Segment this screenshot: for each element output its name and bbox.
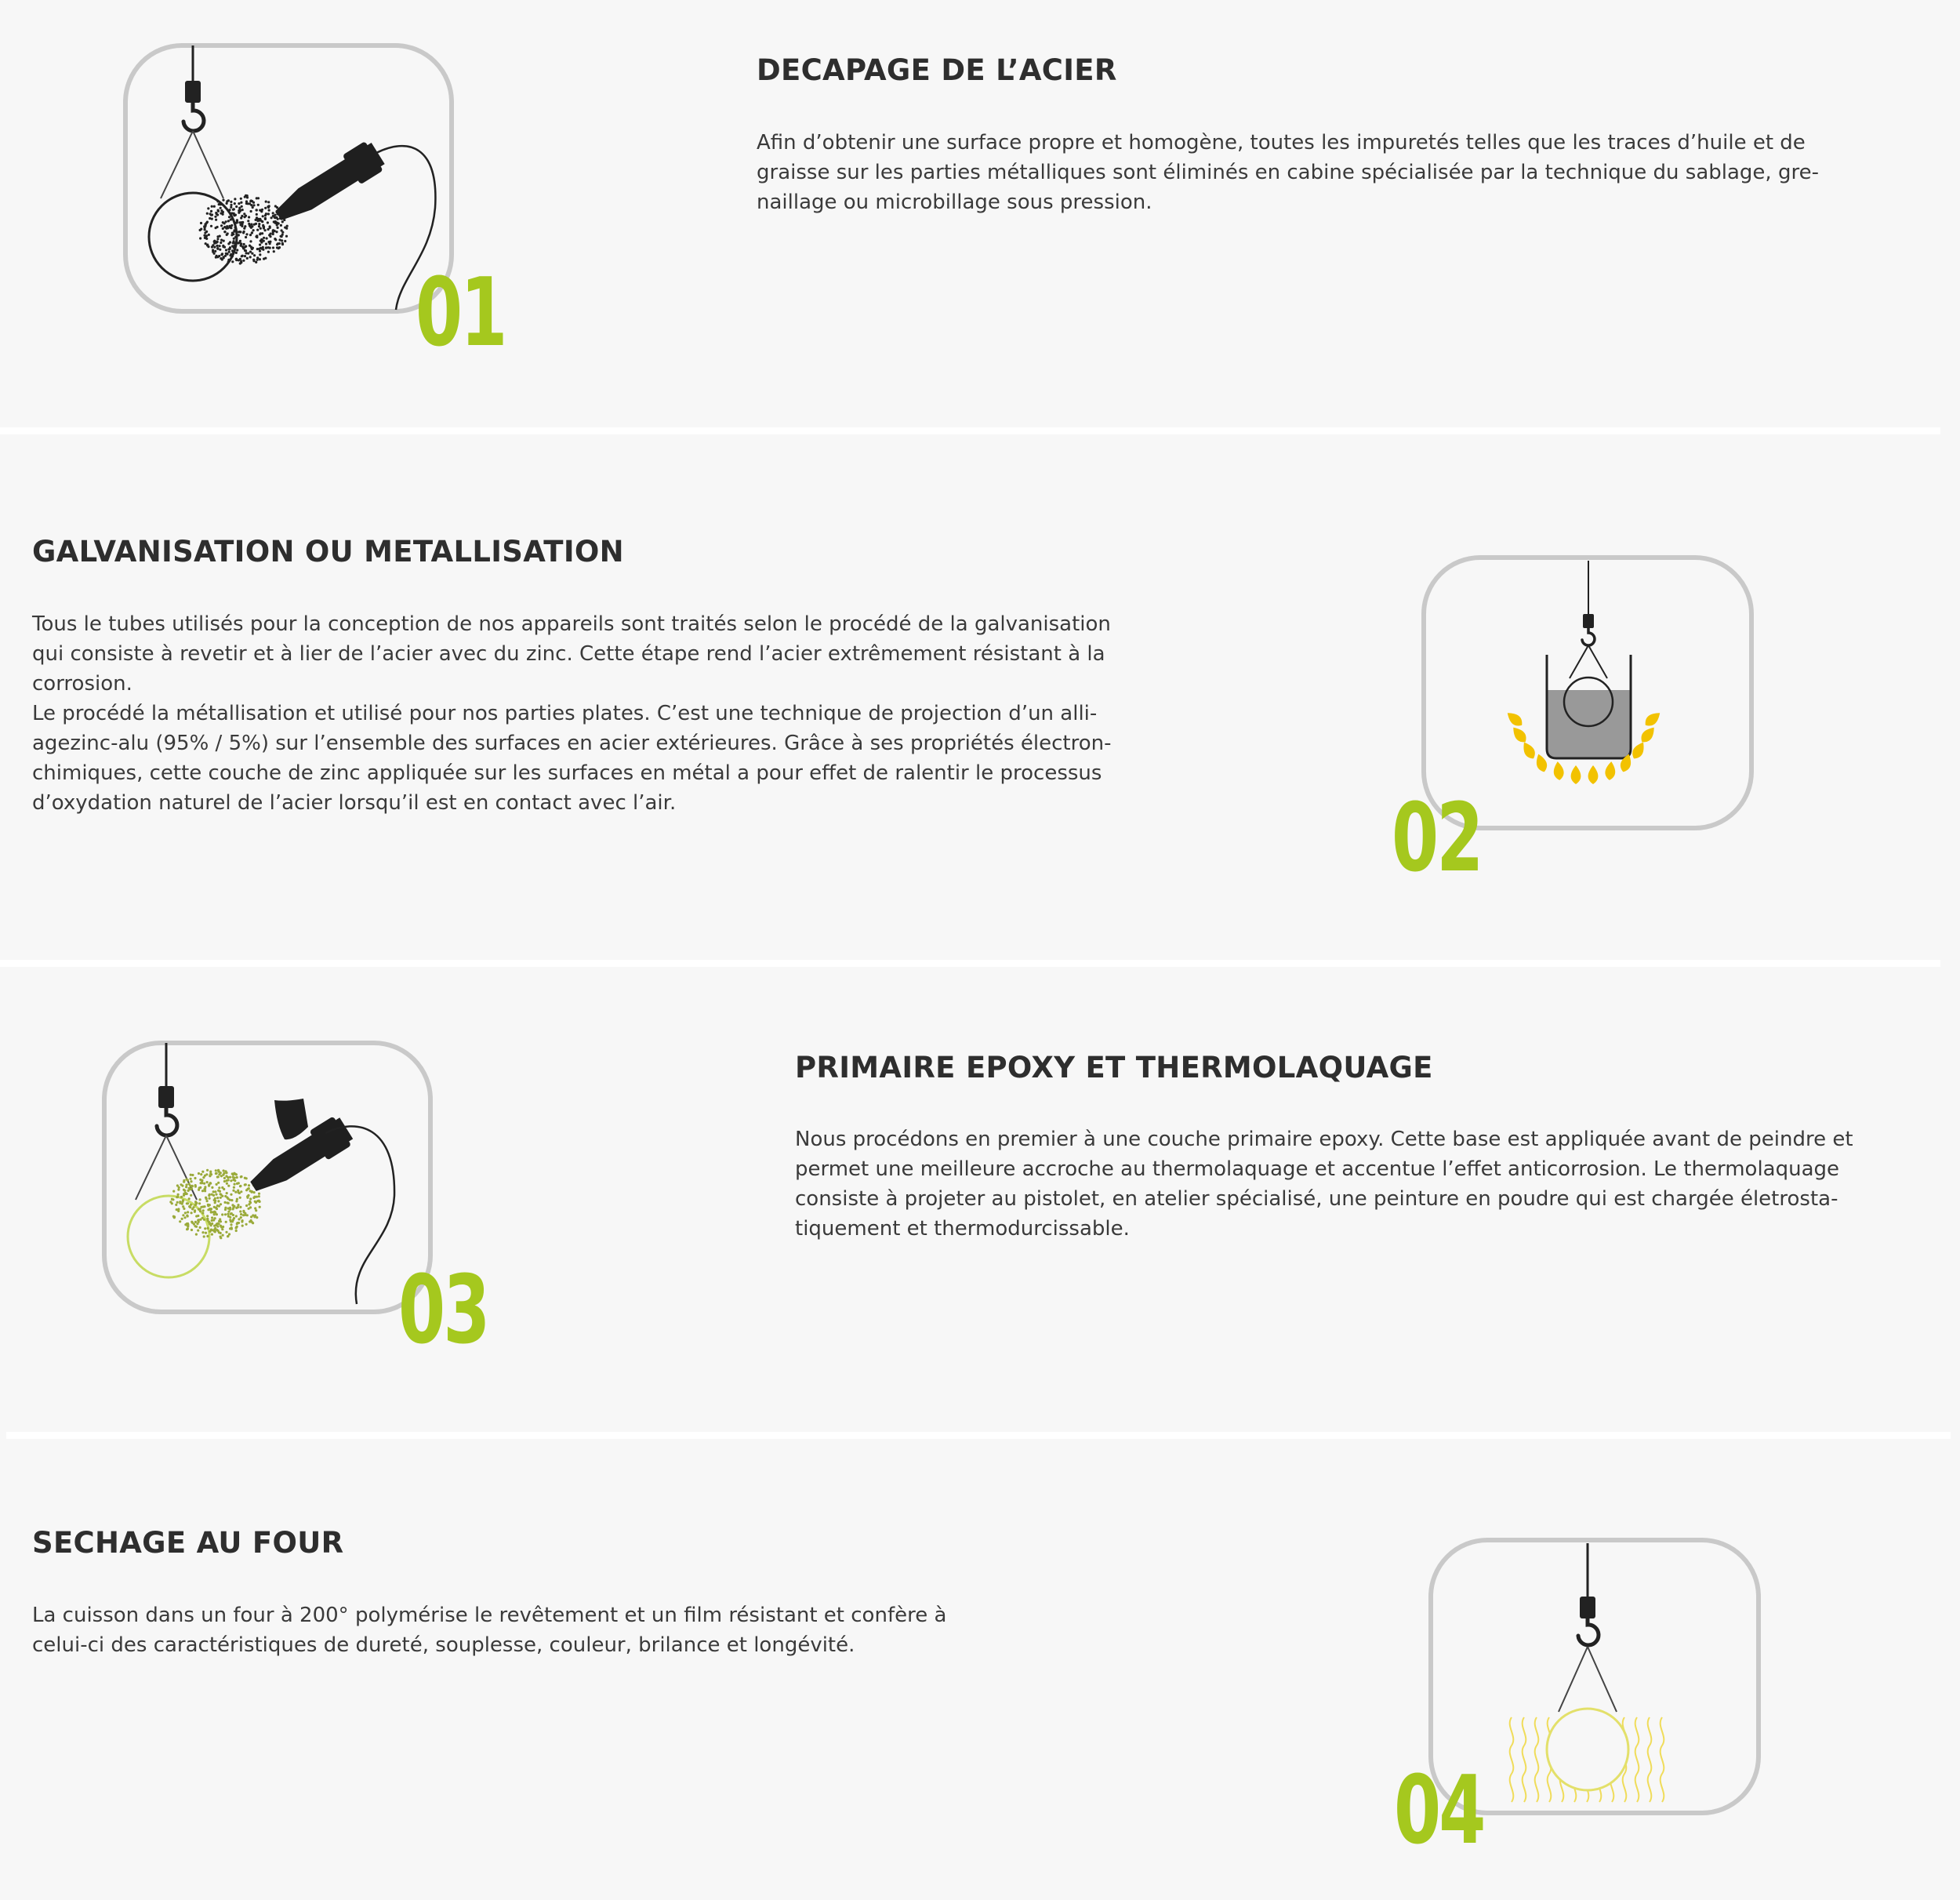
step-description: Nous procédons en premier à une couche primaire epoxy. Cette base est appliquée avant de peindre et permet une meilleure accroche au thermolaquage et accentue l’effet anticorrosion. Le thermolaquage consiste à projeter au pistolet, en atelier spécialisé, une peinture en poudre qui est chargée életrosta- tiquement et thermodurcissable. bbox=[795, 1128, 1853, 1241]
step-title: SECHAGE AU FOUR bbox=[32, 1526, 344, 1560]
step-title: PRIMAIRE EPOXY ET THERMOLAQUAGE bbox=[795, 1051, 1433, 1084]
section-divider bbox=[0, 960, 1940, 967]
sandblasting-icon bbox=[118, 43, 463, 325]
step-number: 01 bbox=[416, 259, 506, 368]
step-number: 04 bbox=[1394, 1757, 1484, 1865]
section-divider bbox=[6, 1432, 1951, 1439]
powder-coating-icon bbox=[98, 1039, 443, 1321]
step-description: La cuisson dans un four à 200° polymérise le revêtement et un film résistant et confère à celui-ci des caractéristiques de dureté, souplesse, couleur, brilance et longévité. bbox=[32, 1604, 947, 1657]
step-description: Afin d’obtenir une surface propre et homogène, toutes les impuretés telles que les traces d’huile et de graisse sur les parties métalliques sont éliminés en cabine spécialisée par la technique du sablage, gre- naillage ou microbillage sous pression. bbox=[757, 131, 1819, 214]
step-number: 02 bbox=[1392, 784, 1482, 893]
section-divider bbox=[0, 427, 1940, 434]
step-number: 03 bbox=[398, 1256, 488, 1365]
step-description: Tous le tubes utilisés pour la conception de nos appareils sont traités selon le procédé de la galvanisation qui consiste à revetir et à lier de l’acier avec du zinc. Cette étape rend l’acier extrêmement résistant à la corrosion. Le procédé la métallisation et utilisé pour nos parties plates. C’est une technique de projection d’un alli- agezinc-alu (95% / 5%) sur l’ensemble des surfaces en acier extérieures. Grâce à ses propriétés électron- chimiques, cette couche de zinc appliquée sur les surfaces en métal a pour effet de ralentir le processus d’oxydation naturel de l’acier lorsqu’il est en contact avec l’air. bbox=[32, 612, 1112, 815]
step-title: GALVANISATION OU METALLISATION bbox=[32, 535, 624, 569]
step-title: DECAPAGE DE L’ACIER bbox=[757, 53, 1117, 87]
